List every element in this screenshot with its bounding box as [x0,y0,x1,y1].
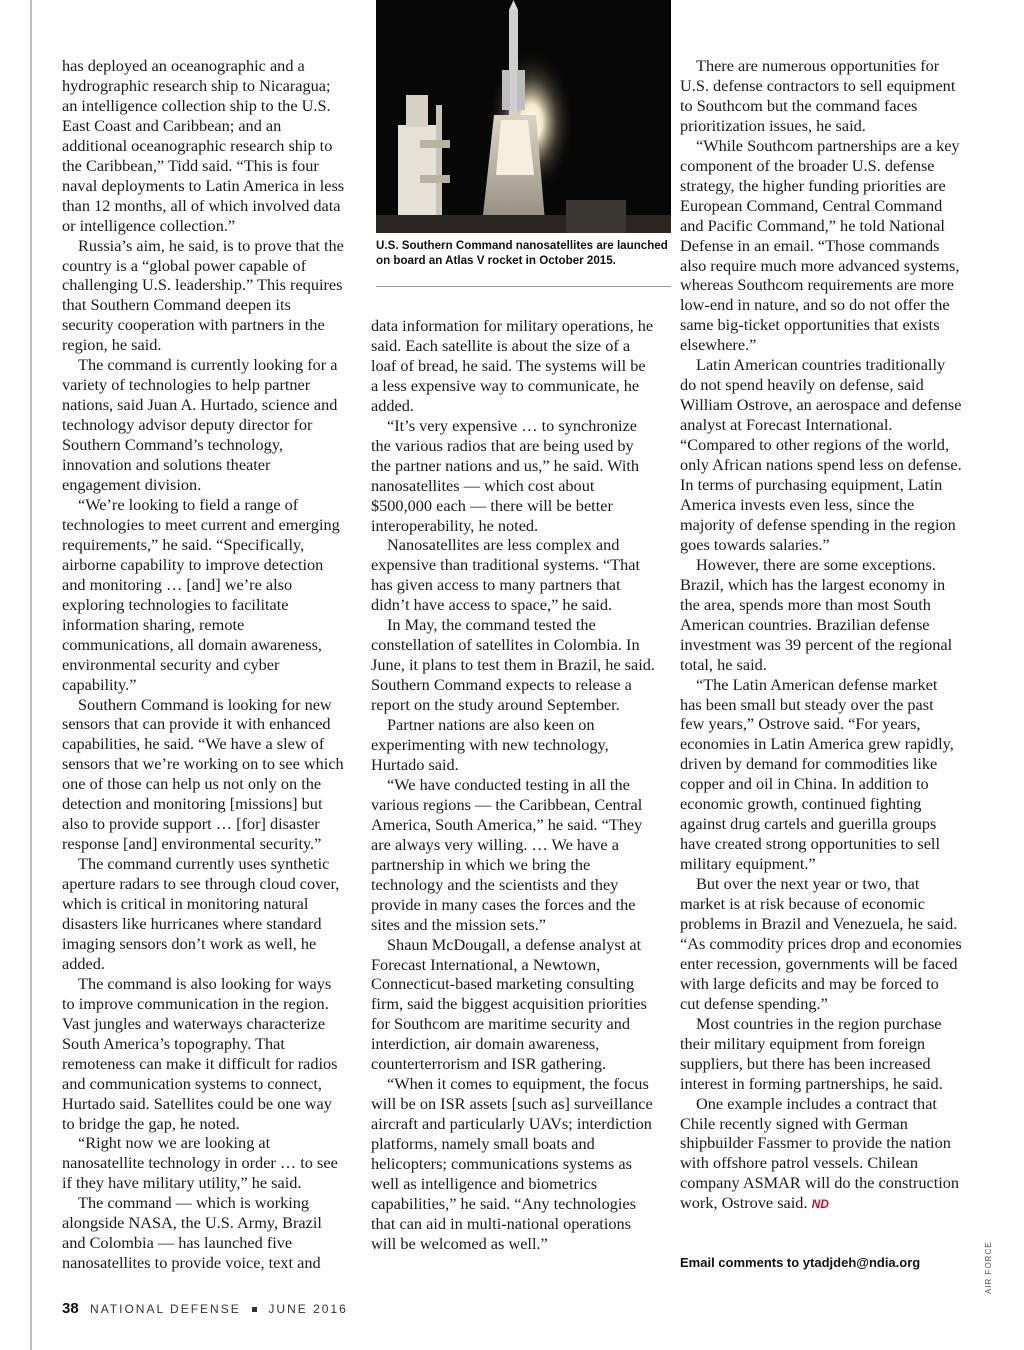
paragraph: “The Latin American defense market has been small but steady over the past few years,” Ostrove said. “For years, economies in Latin America grew rapidly, driven by demand for commodities like copper and oil in China. In addition to economic growth, continued fighting against drug cartels and guerilla groups have created strong opportunities to sell military equipment.” [680,674,954,874]
photo-credit: AIR FORCE [984,1241,993,1294]
photo-caption: U.S. Southern Command nanosatellites are launched on board an Atlas V rocket in October 2015. [376,239,668,267]
paragraph: “When it comes to equipment, the focus will be on ISR assets [such as] surveillance aircraft and particularly UAVs; interdiction platforms, namely small boats and helicopters; communications systems as well as intelligence and biometrics capabilities,” he said. “Any technologies that can aid in multi-national operations will be welcomed as well.” [371,1074,653,1253]
page-number: 38 [62,1300,79,1317]
publication-name: NATIONAL DEFENSE [90,1302,241,1316]
paragraph: The command — which is working alongside NASA, the U.S. Army, Brazil and Colombia — has launched five nanosatellites to provide voice, text and [62,1193,322,1273]
footer-separator [252,1307,257,1312]
paragraph: However, there are some exceptions. Brazil, which has the largest economy in the area, spends more than most South American countries. Brazilian defense investment was 39 percent of the regional total, he said. [680,554,953,674]
paragraph-text: One example includes a contract that Chile recently signed with German shipbuilder Fassmer to provide the nation with offshore patrol vessels. Chilean company ASMAR will do the construction work, Ostrove said. [680,1093,960,1213]
page-edge-rule [30,0,32,1350]
paragraph: Most countries in the region purchase their military equipment from foreign suppliers, but there has been increased interest in forming partnerships, he said. [680,1013,943,1093]
rocket-launch-illustration [376,0,671,233]
paragraph: Shaun McDougall, a defense analyst at Forecast International, a Newtown, Connecticut-based marketing consulting firm, said the biggest acquisition priorities for Southcom are maritime security and interdiction, air domain awareness, counterterrorism and ISR gathering. [371,934,647,1074]
paragraph: “Right now we are looking at nanosatellite technology in order … to see if they have military utility,” he said. [62,1133,338,1193]
paragraph: “It’s very expensive … to synchronize the various radios that are being used by the partner nations and us,” he said. With nanosatellites — which cost about $500,000 each — there will be better interoperability, he noted. [371,415,640,535]
paragraph: “We have conducted testing in all the various regions — the Caribbean, Central America, South America,” he said. “They are always very willing. … We have a partnership in which we bring the technology and the scientists and they provide in many cases the forces and the sites and the mission sets.” [371,774,643,934]
paragraph: There are numerous opportunities for U.S. defense contractors to sell equipment to Southcom but the command faces prioritization issues, he said. [680,56,956,135]
paragraph: data information for military operations, he said. Each satellite is about the size of a loaf of bread, he said. The systems will be a less expensive way to communicate, he added. [371,316,654,415]
end-mark: ND [811,1197,829,1212]
paragraph: Partner nations are also keen on experimenting with new technology, Hurtado said. [371,715,609,774]
paragraph: Nanosatellites are less complex and expensive than traditional systems. “That has given access to many partners that didn’t have access to space,” he said. [371,535,641,615]
paragraph [680,1094,962,1216]
email-comments-line: Email comments to ytadjdeh@ndia.org [680,1255,921,1270]
page-footer [62,1300,348,1317]
text-column-2 [371,316,656,1254]
caption-divider [376,286,671,287]
paragraph: “While Southcom partnerships are a key component of the broader U.S. defense strategy, the higher funding priorities are European Command, Central Command and Pacific Command,” he told National Defense in an email. “Those commands also require much more advanced systems, whereas Southcom requirements are more low-end in nature, and so do not offer the same big-ticket opportunities that exists elsewhere.” [680,135,960,355]
issue-date: JUNE 2016 [268,1302,348,1316]
paragraph: The command currently uses synthetic aperture radars to see through cloud cover, which is critical in monitoring natural disasters like hurricanes where standard imaging sensors don’t work as well, he added. [62,854,340,973]
paragraph: But over the next year or two, that market is at risk because of economic problems in Brazil and Venezuela, he said. “As commodity prices drop and economies enter recession, governments will be faced with large deficits and may be forced to cut defense spending.” [680,874,962,1013]
paragraph: The command is also looking for ways to improve communication in the region. Vast jungles and waterways characterize South America’s topography. That remoteness can make it difficult for radios and communication systems to connect, Hurtado said. Satellites could be one way to bridge the gap, he noted. [62,973,338,1133]
text-column-3 [680,56,962,1215]
paragraph: “We’re looking to field a range of technologies to meet current and emerging requirements,” he said. “Specifically, airborne capability to improve detection and monitoring … [and] we’re also exploring technologies to facilitate information sharing, remote communications, all domain awareness, environmental security and cyber capability.” [62,494,340,694]
paragraph: In May, the command tested the constellation of satellites in Colombia. In June, it plans to test them in Brazil, he said. Southern Command expects to release a report on the study around September. [371,615,655,715]
paragraph: has deployed an oceanographic and a hydrographic research ship to Nicaragua; an intelligence collection ship to the U.S. East Coast and Caribbean; and an additional oceanographic research ship to the Caribbean,” Tidd said. “This is four naval deployments to Latin America in less than 12 months, all of which involved data or intelligence collection.” [62,56,345,235]
paragraph: Southern Command is looking for new sensors that can provide it with enhanced capabilities, he said. “We have a slew of sensors that we’re working on to see which one of those can help us not only on the detection and monitoring [missions] but also to provide support … [for] disaster response [and] environmental security.” [62,694,344,854]
text-column-1 [62,56,345,1273]
paragraph: The command is currently looking for a variety of technologies to help partner nations, said Juan A. Hurtado, science and technology advisor deputy director for Southern Command’s technology, innovation and solutions theater engagement division. [62,355,338,495]
paragraph: Russia’s aim, he said, is to prove that the country is a “global power capable of challenging U.S. leadership.” This requires that Southern Command deepen its security cooperation with partners in the region, he said. [62,235,344,355]
paragraph: Latin American countries traditionally do not spend heavily on defense, said William Ostrove, an aerospace and defense analyst at Forecast International. “Compared to other regions of the world, only African nations spend less on defense. In terms of purchasing equipment, Latin America invests even less, since the majority of defense spending in the region goes towards salaries.” [680,355,962,554]
rocket-launch-photo [376,0,671,233]
